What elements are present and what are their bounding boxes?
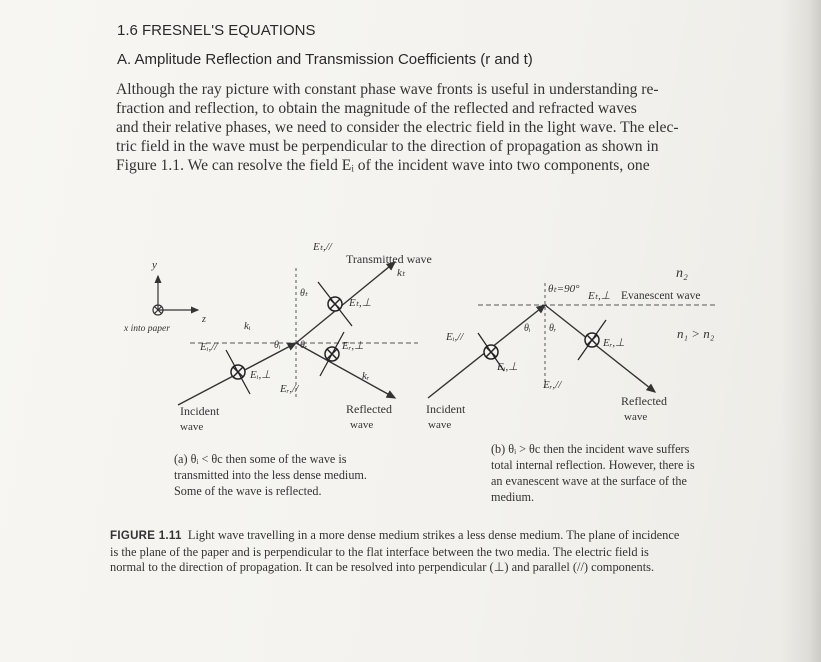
label-reflected-b-2: wave <box>624 411 648 423</box>
label-evanescent: Evanescent wave <box>621 290 701 302</box>
label-reflected-a-2: wave <box>350 419 374 431</box>
caption-line: (b) θᵢ > θc then the incident wave suffers <box>491 442 690 456</box>
label-Er-perp-a: Eᵣ,⊥ <box>342 340 364 352</box>
label-Ei-perp-b: Eᵢ,⊥ <box>497 361 518 373</box>
caption-text: is the plane of the paper and is perpendicular to the flat interface between the two media. The electric field is <box>110 544 649 559</box>
field-circle-reflected-a <box>320 332 344 376</box>
body-line: and their relative phases, we need to consider the electric field in the light wave. The elec- <box>116 119 679 136</box>
label-Et-perp: Eₜ,⊥ <box>349 297 372 309</box>
axis-y-label: y <box>152 259 157 271</box>
label-transmitted-wave: Transmitted wave <box>346 252 432 266</box>
label-reflected-a: Reflected <box>346 402 392 416</box>
axis-x-label: x into paper <box>124 324 170 334</box>
label-n-relation: n₁ > n₂ <box>677 326 715 341</box>
label-ki: kᵢ <box>244 320 251 332</box>
caption-line: (a) θᵢ < θc then some of the wave is <box>174 452 347 466</box>
caption-panel-b <box>491 441 741 505</box>
caption-line: Some of the wave is reflected. <box>174 484 322 498</box>
caption-text: normal to the direction of propagation. It can be resolved into perpendicular (⊥) and parallel (//) components. <box>110 560 655 574</box>
figure-label: FIGURE 1.11 <box>110 530 182 542</box>
field-circle-transmitted-a <box>318 282 352 326</box>
label-incident-b: Incident <box>426 402 466 416</box>
field-circle-incident-a <box>226 350 250 394</box>
label-theta-r-b: θᵣ <box>549 323 557 334</box>
axes-icon <box>153 276 198 315</box>
label-theta-i-a: θᵢ <box>274 340 281 351</box>
caption-line: medium. <box>491 490 534 504</box>
body-line: tric field in the wave must be perpendicular to the direction of propagation as shown in <box>116 138 659 155</box>
axis-z-label: z <box>202 314 206 325</box>
label-theta-t: θₜ <box>300 288 308 299</box>
label-kr: kᵣ <box>362 370 370 382</box>
panel-a <box>178 241 432 433</box>
label-incident-a: Incident <box>180 404 220 418</box>
label-Ei-par-a: Eᵢ,// <box>200 341 218 353</box>
label-Et-par: Eₜ,// <box>313 241 332 253</box>
subsection-title: A. Amplitude Reflection and Transmission Coefficients (r and t) <box>117 51 533 68</box>
label-Et-perp-b: Eₜ,⊥ <box>588 290 611 302</box>
body-line: Figure 1.1. We can resolve the field Eᵢ of the incident wave into two components, one <box>116 157 650 174</box>
label-Ei-perp-a: Eᵢ,⊥ <box>250 369 271 381</box>
figure-caption <box>110 528 770 576</box>
label-theta-90: θₜ=90° <box>548 283 580 295</box>
transmitted-ray-a <box>296 262 395 343</box>
caption-line: transmitted into the less dense medium. <box>174 468 367 482</box>
reflected-ray-b <box>545 305 655 392</box>
label-theta-i-b: θᵢ <box>524 323 531 334</box>
label-Er-par-b: Eᵣ,// <box>543 379 562 391</box>
label-incident-b-2: wave <box>428 419 452 431</box>
field-circle-reflected-b <box>578 320 606 360</box>
panel-b <box>426 266 715 431</box>
label-n2: n₂ <box>676 266 688 281</box>
label-reflected-b: Reflected <box>621 394 667 408</box>
label-Er-perp-b: Eᵣ,⊥ <box>603 337 625 349</box>
label-Er-par-a: Eᵣ,// <box>280 383 299 395</box>
caption-text: Light wave travelling in a more dense medium strikes a less dense medium. The plane of incidence <box>187 528 680 542</box>
label-incident-a-2: wave <box>180 421 204 433</box>
label-kt: kₜ <box>397 267 406 279</box>
caption-panel-a <box>174 451 434 499</box>
body-line: fraction and reflection, to obtain the magnitude of the reflected and refracted waves <box>116 100 637 117</box>
body-line: Although the ray picture with constant phase wave fronts is useful in understanding re- <box>116 81 659 98</box>
label-theta-r-a: θᵣ <box>300 340 308 351</box>
caption-line: total internal reflection. However, there is <box>491 458 695 472</box>
figure-caption-first-line <box>110 528 770 545</box>
caption-line: an evanescent wave at the surface of the <box>491 474 687 488</box>
label-Ei-par-b: Eᵢ,// <box>446 331 464 343</box>
section-title: 1.6 FRESNEL'S EQUATIONS <box>117 22 316 39</box>
